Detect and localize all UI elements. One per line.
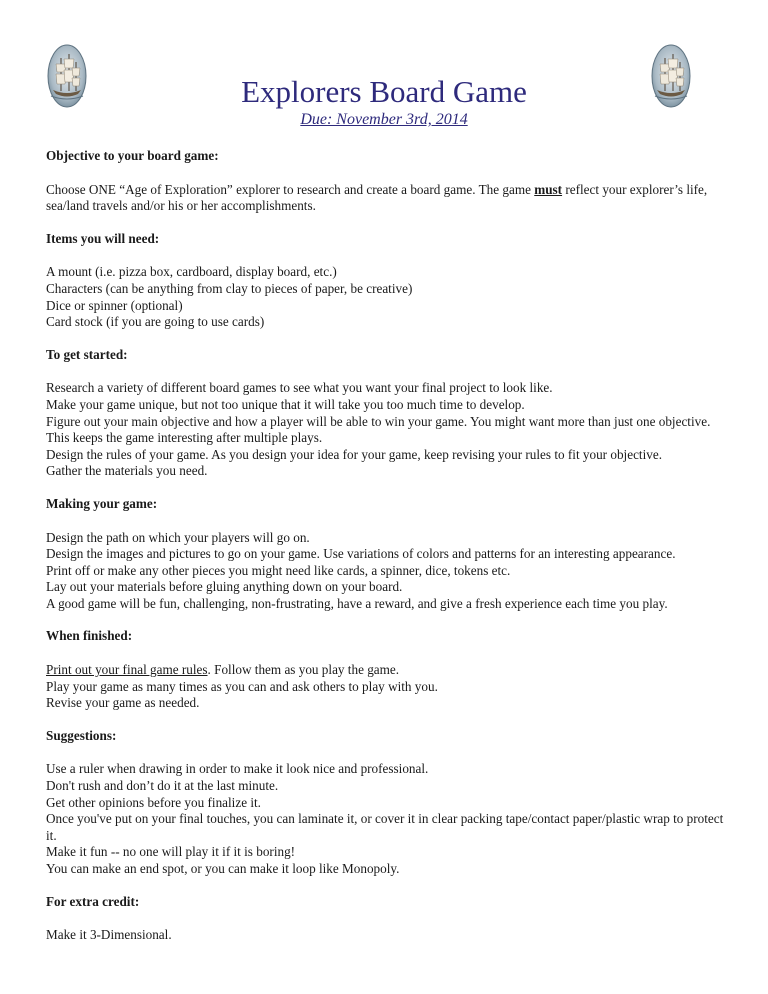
started-line: Design the rules of your game. As you design your idea for your game, keep revising your rules to fit your objective. <box>46 446 662 462</box>
suggestions-line: You can make an end spot, or you can make it loop like Monopoly. <box>46 861 400 876</box>
page-title: Explorers Board Game <box>241 74 527 109</box>
making-line: Print off or make any other pieces you might need like cards, a spinner, dice, tokens etc. <box>46 562 511 578</box>
started-heading: To get started: <box>46 346 128 362</box>
suggestions-line: Once you've put on your final touches, you can laminate it, or cover it in clear packing tape/contact paper/plastic wrap to protect it. <box>46 811 724 843</box>
making-line: Design the images and pictures to go on your game. Use variations of colors and patterns for an interesting appearance. <box>46 546 676 562</box>
making-line: A good game will be fun, challenging, non-frustrating, have a reward, and give a fresh experience each time you play. <box>46 595 668 611</box>
finished-line: Revise your game as needed. <box>46 695 200 711</box>
extra-line: Make it 3-Dimensional. <box>46 927 172 943</box>
making-line: Lay out your materials before gluing anything down on your board. <box>46 579 403 595</box>
items-line: A mount (i.e. pizza box, cardboard, display board, etc.) <box>46 264 337 280</box>
items-line: Card stock (if you are going to use cards) <box>46 314 265 330</box>
objective-text-after: reflect your explorer’s life, sea/land travels and/or his or her accomplishments. <box>46 181 708 214</box>
objective-text-before: Choose ONE “Age of Exploration” explorer to research and create a board game. The game <box>46 181 535 197</box>
started-line: Research a variety of different board games to see what you want your final project to look like. <box>46 380 553 396</box>
started-line: Make your game unique, but not too unique that it will take you too much time to develop. <box>46 396 525 412</box>
making-line: Design the path on which your players will go on. <box>46 529 310 545</box>
final-rules-link[interactable]: Print out your final game rules <box>46 662 208 678</box>
due-date-text: Due: November 3rd, 2014 <box>300 111 468 128</box>
finished-line: Play your game as many times as you can and ask others to play with you. <box>46 678 438 694</box>
suggestions-line: Use a ruler when drawing in order to make it look nice and professional. <box>46 761 429 777</box>
objective-text <box>46 182 726 215</box>
started-line: Gather the materials you need. <box>46 463 208 479</box>
started-line: Figure out your main objective and how a player will be able to win your game. You might want more than just one objective. This keeps the game interesting after multiple plays. <box>46 413 711 446</box>
objective-emphasis: must <box>534 181 563 197</box>
finished-heading: When finished: <box>46 628 133 644</box>
objective-heading: Objective to your board game: <box>46 148 219 163</box>
items-heading: Items you will need: <box>46 230 160 246</box>
making-heading: Making your game: <box>46 495 158 511</box>
items-line: Characters (can be anything from clay to pieces of paper, be creative) <box>46 280 413 296</box>
due-date <box>0 112 768 128</box>
finished-line-first <box>46 662 726 679</box>
suggestions-line: Don't rush and don’t do it at the last minute. <box>46 778 279 794</box>
extra-heading: For extra credit: <box>46 893 140 909</box>
suggestions-heading: Suggestions: <box>46 727 117 743</box>
suggestions-line: Make it fun -- no one will play it if it is boring! <box>46 844 296 860</box>
document-body <box>46 148 726 944</box>
items-line: Dice or spinner (optional) <box>46 297 183 313</box>
finished-first-rest: . Follow them as you play the game. <box>207 662 400 678</box>
suggestions-line: Get other opinions before you finalize it. <box>46 794 261 810</box>
